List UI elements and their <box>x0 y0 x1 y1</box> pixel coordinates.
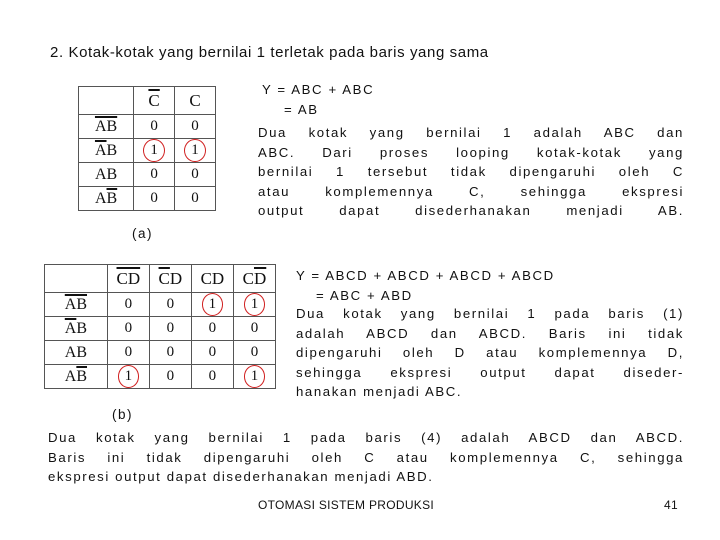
kmap-b <box>44 264 276 389</box>
kmap-a-cell: 0 <box>175 187 216 211</box>
part-b-label: (b) <box>112 407 133 422</box>
kmap-b-col-header: CD <box>191 265 233 293</box>
kmap-b-cell: 0 <box>149 341 191 365</box>
kmap-b-row-label: $\overline{AB}$ <box>45 293 108 317</box>
kmap-a-row-label: $\overline{AB}$ <box>79 115 134 139</box>
equation: = ABC + ABD <box>316 287 413 303</box>
kmap-a-cell <box>134 139 175 163</box>
kmap-b-col-header: $\overline{CD}$ <box>107 265 149 293</box>
kmap-b-col-header: $C\overline{D}$ <box>233 265 275 293</box>
explanation-line: Dua kotak yang bernilai 1 pada baris (1) <box>296 306 684 321</box>
loop-circle: 1 <box>244 365 266 388</box>
kmap-a-cell: 0 <box>175 163 216 187</box>
kmap-b-cell <box>107 365 149 389</box>
kmap-a-cell: 0 <box>134 187 175 211</box>
kmap-b-cell <box>233 365 275 389</box>
loop-circle: 1 <box>202 293 224 316</box>
kmap-b-cell: 0 <box>191 365 233 389</box>
bottom-line: ekspresi output dapat disederhanakan menjadi ABD. <box>48 469 434 484</box>
part-b-equations <box>296 266 555 305</box>
page-heading: 2. Kotak-kotak yang bernilai 1 terletak pada baris yang sama <box>50 44 489 61</box>
bottom-line: Baris ini tidak dipengaruhi oleh C atau komplemennya C, sehingga <box>48 449 684 465</box>
explanation-line: ABC. Dari proses looping kotak-kotak yang <box>258 144 684 160</box>
part-b-bottom-text <box>48 428 684 487</box>
explanation-line: adalah ABCD dan ABCD. Baris ini tidak <box>296 325 684 341</box>
loop-circle: 1 <box>244 293 266 316</box>
kmap-b-cell: 0 <box>233 317 275 341</box>
equation: = AB <box>284 101 319 117</box>
part-b-explanation <box>296 304 684 402</box>
kmap-b-cell: 0 <box>191 341 233 365</box>
part-a-equations <box>262 80 374 119</box>
kmap-b-cell: 0 <box>191 317 233 341</box>
kmap-b-cell: 0 <box>107 341 149 365</box>
equation: Y = ABCD + ABCD + ABCD + ABCD <box>296 268 555 283</box>
kmap-a-corner <box>79 87 134 115</box>
kmap-b-row-label: $A\overline{B}$ <box>45 365 108 389</box>
kmap-b-cell <box>233 293 275 317</box>
kmap-b-cell <box>191 293 233 317</box>
kmap-b-corner <box>45 265 108 293</box>
kmap-a-cell: 0 <box>175 115 216 139</box>
loop-circle: 1 <box>143 139 165 162</box>
kmap-a-row-label: $A\overline{B}$ <box>79 187 134 211</box>
kmap-a-col-header: $\overline{C}$ <box>134 87 175 115</box>
kmap-a-cell <box>175 139 216 163</box>
kmap-a-row-label: $\overline{A}B$ <box>79 139 134 163</box>
equation: Y = ABC + ABC <box>262 82 375 97</box>
bottom-line: Dua kotak yang bernilai 1 pada baris (4) adalah ABCD dan ABCD. <box>48 430 684 445</box>
kmap-b-cell: 0 <box>149 365 191 389</box>
kmap-a-row-label: AB <box>79 163 134 187</box>
kmap-b-cell: 0 <box>107 293 149 317</box>
kmap-b-col-header: $\overline{C}D$ <box>149 265 191 293</box>
explanation-line: dipengaruhi oleh D atau komplemennya D, <box>296 345 684 360</box>
explanation-line: atau komplemennya C, sehingga ekspresi <box>258 183 684 199</box>
loop-circle: 1 <box>118 365 140 388</box>
part-a-explanation <box>258 123 684 221</box>
kmap-b-row-label: AB <box>45 341 108 365</box>
kmap-b-cell: 0 <box>149 293 191 317</box>
kmap-b-row-label: $\overline{A}B$ <box>45 317 108 341</box>
explanation-line: output dapat disederhanakan menjadi AB. <box>258 203 684 218</box>
kmap-a-cell: 0 <box>134 163 175 187</box>
page-number: 41 <box>664 498 678 512</box>
kmap-b-cell: 0 <box>107 317 149 341</box>
kmap-b-cell: 0 <box>233 341 275 365</box>
explanation-line: hanakan menjadi ABC. <box>296 384 463 399</box>
explanation-line: Dua kotak yang bernilai 1 adalah ABC dan <box>258 125 684 140</box>
explanation-line: bernilai 1 tersebut tidak dipengaruhi oleh C <box>258 164 684 179</box>
kmap-b-cell: 0 <box>149 317 191 341</box>
explanation-line: sehingga ekspresi output dapat diseder- <box>296 364 684 380</box>
kmap-a-col-header: C <box>175 87 216 115</box>
loop-circle: 1 <box>184 139 206 162</box>
part-a-label: (a) <box>132 226 153 241</box>
footer-title: OTOMASI SISTEM PRODUKSI <box>258 498 435 512</box>
kmap-a-cell: 0 <box>134 115 175 139</box>
kmap-a <box>78 86 216 211</box>
